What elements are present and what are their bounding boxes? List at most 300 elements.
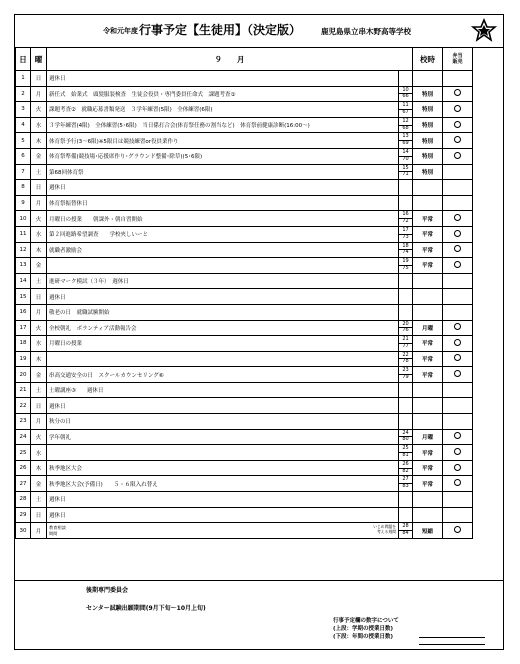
weekday-cell: 土 — [31, 164, 47, 180]
term-count: 18 — [399, 244, 412, 251]
title-bar — [15, 15, 503, 48]
class-day-count — [399, 242, 413, 258]
period-cell: 特別 — [413, 164, 443, 180]
table-row — [16, 211, 504, 227]
table-row — [16, 429, 504, 445]
footer-line-1: 後期専門委員会 — [86, 587, 129, 594]
term-count: 19 — [399, 259, 412, 266]
table-row — [16, 164, 504, 180]
day-cell: 23 — [16, 414, 31, 430]
event-cell: 秋分の日 — [47, 414, 399, 430]
spacer-cell — [473, 523, 504, 539]
year-count: 73 — [402, 233, 409, 240]
term-count: 22 — [399, 353, 412, 360]
year-count: 78 — [402, 358, 409, 365]
spacer-cell — [473, 211, 504, 227]
weekday-cell: 月 — [31, 86, 47, 102]
spacer-cell — [473, 304, 504, 320]
period-cell: 短縮 — [413, 523, 443, 539]
year-count: 67 — [402, 108, 409, 115]
weekday-cell: 日 — [31, 180, 47, 196]
period-cell — [413, 507, 443, 523]
term-count: 27 — [399, 477, 412, 484]
day-cell: 15 — [16, 289, 31, 305]
table-row — [16, 320, 504, 336]
day-cell: 14 — [16, 273, 31, 289]
event-cell: 課題考査② 就職応募書類発送 ３学年練習(5限) 全体練習(6限) — [47, 102, 399, 118]
class-day-count — [399, 492, 413, 508]
event-cell: 第68回体育祭 — [47, 164, 399, 180]
period-cell — [413, 71, 443, 87]
spacer-cell — [473, 492, 504, 508]
term-count: 20 — [399, 322, 412, 329]
bento-cell — [443, 492, 473, 508]
bento-cell — [443, 102, 473, 118]
spacer-cell — [473, 226, 504, 242]
bento-cell — [443, 242, 473, 258]
year-count: 81 — [402, 452, 409, 459]
weekday-cell: 金 — [31, 148, 47, 164]
weekday-cell: 水 — [31, 336, 47, 352]
weekday-cell: 日 — [31, 398, 47, 414]
period-cell: 特別 — [413, 102, 443, 118]
col-period: 校時 — [413, 48, 443, 71]
bento-cell — [443, 117, 473, 133]
spacer-cell — [473, 398, 504, 414]
bento-cell — [443, 211, 473, 227]
bento-cell — [443, 351, 473, 367]
weekday-cell: 金 — [31, 367, 47, 383]
header-row — [16, 48, 504, 71]
bento-cell — [443, 445, 473, 461]
event-cell: 週休日 — [47, 289, 399, 305]
spacer-cell — [473, 460, 504, 476]
col-month: ９ 月 — [47, 48, 413, 71]
day-cell: 29 — [16, 507, 31, 523]
period-cell — [413, 414, 443, 430]
row30-right-note: いじめ問題を 考える週間 — [373, 524, 396, 535]
day-cell: 10 — [16, 211, 31, 227]
circle-mark-icon — [454, 261, 461, 268]
bento-cell — [443, 195, 473, 211]
bento-cell — [443, 367, 473, 383]
spacer-cell — [473, 102, 504, 118]
class-day-count — [399, 117, 413, 133]
event-cell: 体育祭準備(競技場･応援席作り･グラウンド整備･除草)(5･6限) — [47, 148, 399, 164]
col-bento-line1: 弁当 — [452, 53, 463, 59]
class-day-count — [399, 86, 413, 102]
circle-mark-icon — [454, 323, 461, 330]
bento-cell — [443, 429, 473, 445]
period-cell: 月曜 — [413, 429, 443, 445]
period-cell: 平常 — [413, 226, 443, 242]
table-row — [16, 273, 504, 289]
spacer-cell — [473, 414, 504, 430]
spacer-cell — [473, 86, 504, 102]
event-cell: 週休日 — [47, 180, 399, 196]
bento-cell — [443, 320, 473, 336]
spacer-cell — [473, 180, 504, 196]
period-cell: 特別 — [413, 148, 443, 164]
bento-cell — [443, 382, 473, 398]
spacer-cell — [473, 242, 504, 258]
term-count: 24 — [399, 431, 412, 438]
event-cell — [47, 351, 399, 367]
bento-cell — [443, 133, 473, 149]
year-count: 70 — [402, 155, 409, 162]
day-cell: 7 — [16, 164, 31, 180]
weekday-cell: 土 — [31, 273, 47, 289]
term-count: 16 — [399, 212, 412, 219]
year-count: 75 — [402, 264, 409, 271]
class-day-count — [399, 71, 413, 87]
day-cell: 3 — [16, 102, 31, 118]
weekday-cell: 木 — [31, 133, 47, 149]
class-day-count — [399, 211, 413, 227]
spacer-cell — [473, 382, 504, 398]
year-count: 76 — [402, 327, 409, 334]
circle-mark-icon — [454, 230, 461, 237]
table-row — [16, 133, 504, 149]
day-cell: 24 — [16, 429, 31, 445]
class-day-count — [399, 507, 413, 523]
spacer-cell — [473, 258, 504, 274]
spacer-cell — [473, 507, 504, 523]
weekday-cell: 水 — [31, 226, 47, 242]
event-cell — [47, 445, 399, 461]
day-cell: 22 — [16, 398, 31, 414]
year-count: 77 — [402, 342, 409, 349]
table-row — [16, 492, 504, 508]
day-cell: 5 — [16, 133, 31, 149]
period-cell: 特別 — [413, 133, 443, 149]
table-row — [16, 117, 504, 133]
bento-cell — [443, 336, 473, 352]
table-row — [16, 382, 504, 398]
spacer-cell — [473, 476, 504, 492]
weekday-cell: 木 — [31, 351, 47, 367]
bento-cell — [443, 398, 473, 414]
event-cell: 週休日 — [47, 507, 399, 523]
table-row — [16, 195, 504, 211]
day-cell: 6 — [16, 148, 31, 164]
period-cell: 平常 — [413, 476, 443, 492]
event-cell: 秋季地区大会 — [47, 460, 399, 476]
table-row — [16, 367, 504, 383]
term-count: 14 — [399, 150, 412, 157]
period-cell: 特別 — [413, 117, 443, 133]
day-cell: 9 — [16, 195, 31, 211]
day-cell: 18 — [16, 336, 31, 352]
weekday-cell: 月 — [31, 195, 47, 211]
event-cell: 週休日 — [47, 492, 399, 508]
circle-mark-icon — [454, 432, 461, 439]
table-row — [16, 351, 504, 367]
weekday-cell: 日 — [31, 71, 47, 87]
col-bento-line2: 販売 — [452, 59, 463, 65]
bento-cell — [443, 273, 473, 289]
period-cell: 月曜 — [413, 320, 443, 336]
year-count: 66 — [402, 93, 409, 100]
class-day-count — [399, 133, 413, 149]
bento-cell — [443, 180, 473, 196]
weekday-cell: 月 — [31, 414, 47, 430]
event-cell: 秋季地区大会(予備日) ５・６限入れ替え — [47, 476, 399, 492]
class-day-count — [399, 273, 413, 289]
term-count: 28 — [399, 524, 412, 531]
spacer-cell — [473, 133, 504, 149]
class-day-count — [399, 414, 413, 430]
legend-upper: (上段：学期の授業日数) — [333, 626, 394, 632]
day-cell: 1 — [16, 71, 31, 87]
term-count: 17 — [399, 228, 412, 235]
spacer-cell — [473, 336, 504, 352]
fiscal-year: 令和元年度 — [103, 27, 138, 35]
year-count: 68 — [402, 124, 409, 131]
event-cell: 敬老の日 就職試験開始 — [47, 304, 399, 320]
spacer-cell — [473, 48, 504, 71]
spacer-cell — [473, 351, 504, 367]
period-cell: 平常 — [413, 258, 443, 274]
class-day-count — [399, 164, 413, 180]
day-cell: 20 — [16, 367, 31, 383]
table-row — [16, 398, 504, 414]
school-emblem-icon — [471, 18, 497, 44]
day-cell: 2 — [16, 86, 31, 102]
event-cell: 週休日 — [47, 71, 399, 87]
table-row — [16, 304, 504, 320]
day-cell: 12 — [16, 242, 31, 258]
period-cell — [413, 273, 443, 289]
class-day-count — [399, 102, 413, 118]
event-cell: 串高交通安全の日 スクールカウンセリング⑥ — [47, 367, 399, 383]
circle-mark-icon — [454, 354, 461, 361]
footer — [15, 580, 503, 652]
year-count: 79 — [402, 374, 409, 381]
school-name: 鹿児島県立串木野高等学校 — [321, 27, 411, 36]
bento-cell — [443, 226, 473, 242]
schedule-table — [15, 47, 504, 539]
class-day-count — [399, 320, 413, 336]
circle-mark-icon — [454, 479, 461, 486]
circle-mark-icon — [454, 136, 461, 143]
event-cell: 月曜日の授業 — [47, 336, 399, 352]
day-cell: 17 — [16, 320, 31, 336]
year-count: 69 — [402, 140, 409, 147]
period-cell — [413, 289, 443, 305]
bento-cell — [443, 460, 473, 476]
circle-mark-icon — [454, 214, 461, 221]
event-cell: 土曜講座③ 週休日 — [47, 382, 399, 398]
col-bento — [443, 48, 473, 71]
table-row — [16, 71, 504, 87]
period-cell: 平常 — [413, 445, 443, 461]
table-row — [16, 180, 504, 196]
term-count: 13 — [399, 134, 412, 141]
bento-cell — [443, 304, 473, 320]
spacer-cell — [473, 71, 504, 87]
event-cell: ３学年練習(4限) 全体練習(5･6限) 当日係打合会(体育祭任務の割当など) 体育祭前健康診断(16:00～) — [47, 117, 399, 133]
period-cell — [413, 180, 443, 196]
circle-mark-icon — [454, 339, 461, 346]
weekday-cell: 日 — [31, 507, 47, 523]
bento-cell — [443, 86, 473, 102]
document-title: 行事予定【生徒用】（決定版） — [139, 23, 302, 37]
period-cell — [413, 195, 443, 211]
legend-arrow-lower — [419, 644, 485, 645]
event-cell: 全校朝礼 ボランティア活動報告会 — [47, 320, 399, 336]
class-day-count — [399, 258, 413, 274]
event-cell: 体育祭振替休日 — [47, 195, 399, 211]
circle-mark-icon — [454, 448, 461, 455]
bento-cell — [443, 289, 473, 305]
col-weekday: 曜 — [31, 48, 47, 71]
day-cell: 25 — [16, 445, 31, 461]
class-day-count — [399, 523, 413, 539]
period-cell: 平常 — [413, 460, 443, 476]
bento-cell — [443, 476, 473, 492]
event-cell: 体育祭予行(3～6限)※5限目は競技練習or役員業作り — [47, 133, 399, 149]
event-cell: 就職者激励会 — [47, 242, 399, 258]
event-cell: 新任式 始業式 頭髪服装検査 生徒会役員・専門委員任命式 課題考査① — [47, 86, 399, 102]
table-row — [16, 148, 504, 164]
class-day-count — [399, 398, 413, 414]
day-cell: 13 — [16, 258, 31, 274]
year-count: 84 — [402, 530, 409, 537]
period-cell — [413, 382, 443, 398]
day-cell: 16 — [16, 304, 31, 320]
circle-mark-icon — [454, 105, 461, 112]
legend — [333, 617, 399, 641]
spacer-cell — [473, 148, 504, 164]
weekday-cell: 土 — [31, 382, 47, 398]
weekday-cell: 月 — [31, 523, 47, 539]
year-count: 74 — [402, 249, 409, 256]
table-row — [16, 289, 504, 305]
legend-lower: (下段：年間の授業日数) — [333, 634, 394, 640]
event-cell: 週休日 — [47, 398, 399, 414]
circle-mark-icon — [454, 370, 461, 377]
bento-cell — [443, 507, 473, 523]
bento-cell — [443, 71, 473, 87]
table-row — [16, 258, 504, 274]
table-row — [16, 86, 504, 102]
day-cell: 28 — [16, 492, 31, 508]
bento-cell — [443, 148, 473, 164]
weekday-cell: 木 — [31, 460, 47, 476]
event-cell — [47, 523, 399, 539]
class-day-count — [399, 382, 413, 398]
weekday-cell: 月 — [31, 304, 47, 320]
period-cell: 平常 — [413, 242, 443, 258]
table-row — [16, 460, 504, 476]
term-count: 23 — [399, 368, 412, 375]
class-day-count — [399, 367, 413, 383]
class-day-count — [399, 304, 413, 320]
period-cell — [413, 304, 443, 320]
circle-mark-icon — [454, 526, 461, 533]
class-day-count — [399, 226, 413, 242]
period-cell: 特別 — [413, 86, 443, 102]
col-day: 日 — [16, 48, 31, 71]
bento-cell — [443, 164, 473, 180]
term-count: 25 — [399, 446, 412, 453]
event-cell: 進研マーク模試（３年） 週休日 — [47, 273, 399, 289]
day-cell: 27 — [16, 476, 31, 492]
period-cell: 平常 — [413, 351, 443, 367]
table-row — [16, 523, 504, 539]
spacer-cell — [473, 117, 504, 133]
weekday-cell: 水 — [31, 445, 47, 461]
period-cell: 平常 — [413, 367, 443, 383]
class-day-count — [399, 476, 413, 492]
table-row — [16, 226, 504, 242]
circle-mark-icon — [454, 152, 461, 159]
event-cell — [47, 258, 399, 274]
weekday-cell: 土 — [31, 492, 47, 508]
term-count: 12 — [399, 119, 412, 126]
spacer-cell — [473, 289, 504, 305]
period-cell — [413, 492, 443, 508]
schedule-sheet — [14, 14, 504, 650]
spacer-cell — [473, 429, 504, 445]
period-cell: 平常 — [413, 336, 443, 352]
day-cell: 30 — [16, 523, 31, 539]
event-cell: 学年朝礼 — [47, 429, 399, 445]
weekday-cell: 火 — [31, 429, 47, 445]
weekday-cell: 火 — [31, 211, 47, 227]
weekday-cell: 金 — [31, 476, 47, 492]
day-cell: 8 — [16, 180, 31, 196]
table-row — [16, 445, 504, 461]
year-count: 83 — [402, 483, 409, 490]
class-day-count — [399, 289, 413, 305]
table-row — [16, 336, 504, 352]
class-day-count — [399, 336, 413, 352]
weekday-cell: 金 — [31, 258, 47, 274]
class-day-count — [399, 180, 413, 196]
circle-mark-icon — [454, 121, 461, 128]
row30-left-note: 教育相談 期間 — [49, 525, 66, 536]
bento-cell — [443, 414, 473, 430]
day-cell: 4 — [16, 117, 31, 133]
weekday-cell: 水 — [31, 117, 47, 133]
spacer-cell — [473, 320, 504, 336]
weekday-cell: 木 — [31, 242, 47, 258]
class-day-count — [399, 460, 413, 476]
weekday-cell: 火 — [31, 320, 47, 336]
circle-mark-icon — [454, 89, 461, 96]
legend-title: 行事予定欄の数字について — [333, 618, 399, 624]
table-row — [16, 242, 504, 258]
class-day-count — [399, 195, 413, 211]
year-count: 71 — [402, 171, 409, 178]
weekday-cell: 日 — [31, 289, 47, 305]
class-day-count — [399, 148, 413, 164]
year-count: 72 — [402, 218, 409, 225]
class-day-count — [399, 445, 413, 461]
table-row — [16, 102, 504, 118]
table-row — [16, 476, 504, 492]
class-day-count — [399, 351, 413, 367]
year-count: 80 — [402, 436, 409, 443]
event-cell: 第２回進路希望調査 学校夾しいーと — [47, 226, 399, 242]
bento-cell — [443, 523, 473, 539]
term-count: 10 — [399, 88, 412, 95]
circle-mark-icon — [454, 245, 461, 252]
day-cell: 21 — [16, 382, 31, 398]
term-count: 21 — [399, 337, 412, 344]
